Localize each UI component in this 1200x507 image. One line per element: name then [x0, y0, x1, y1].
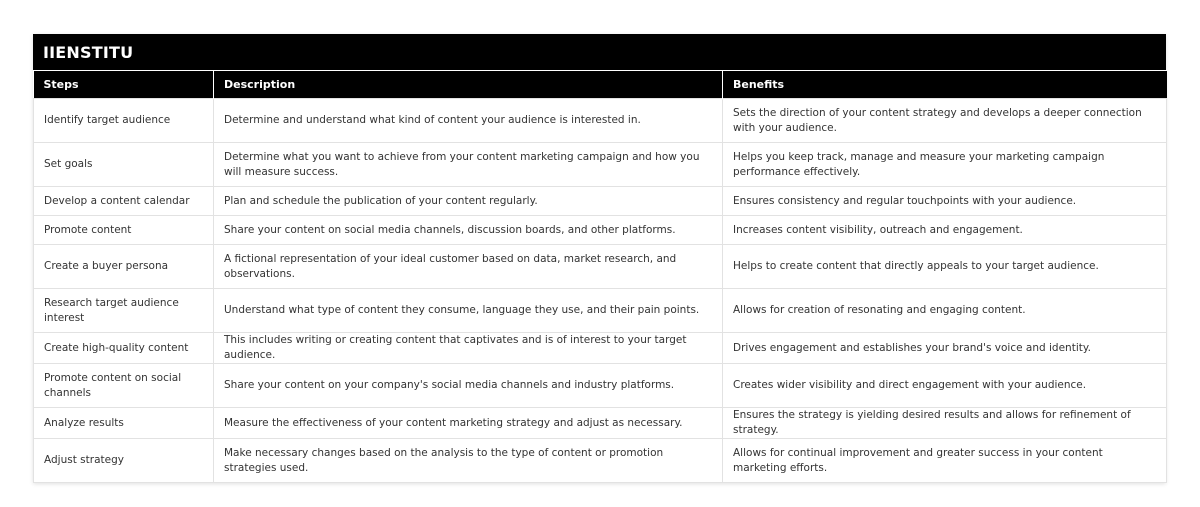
description-cell: This includes writing or creating content that captivates and is of interest to your target audience. — [214, 333, 723, 364]
description-cell: Share your content on your company's social media channels and industry platforms. — [214, 364, 723, 408]
benefit-cell: Helps you keep track, manage and measure your marketing campaign performance effectively. — [723, 143, 1167, 187]
benefit-cell: Allows for creation of resonating and engaging content. — [723, 289, 1167, 333]
step-cell: Adjust strategy — [34, 439, 214, 483]
benefit-cell: Drives engagement and establishes your brand's voice and identity. — [723, 333, 1167, 364]
brand-title: IIENSTITU — [43, 42, 134, 62]
description-cell: Share your content on social media channels, discussion boards, and other platforms. — [214, 216, 723, 245]
step-cell: Promote content — [34, 216, 214, 245]
table-row — [34, 408, 1167, 439]
description-cell: Understand what type of content they consume, language they use, and their pain points. — [214, 289, 723, 333]
benefit-cell: Helps to create content that directly appeals to your target audience. — [723, 245, 1167, 289]
table-row — [34, 364, 1167, 408]
description-cell: Plan and schedule the publication of your content regularly. — [214, 187, 723, 216]
benefit-cell: Ensures the strategy is yielding desired results and allows for refinement of strategy. — [723, 408, 1167, 439]
description-cell: Measure the effectiveness of your content marketing strategy and adjust as necessary. — [214, 408, 723, 439]
table-row — [34, 439, 1167, 483]
table-header-row — [34, 71, 1167, 99]
brand-header — [33, 34, 1166, 70]
description-cell: Determine what you want to achieve from your content marketing campaign and how you will measure success. — [214, 143, 723, 187]
benefit-cell: Increases content visibility, outreach and engagement. — [723, 216, 1167, 245]
description-cell: Make necessary changes based on the analysis to the type of content or promotion strategies used. — [214, 439, 723, 483]
step-cell: Identify target audience — [34, 99, 214, 143]
table-row — [34, 333, 1167, 364]
table-row — [34, 289, 1167, 333]
step-cell: Analyze results — [34, 408, 214, 439]
step-cell: Develop a content calendar — [34, 187, 214, 216]
benefit-cell: Allows for continual improvement and greater success in your content marketing efforts. — [723, 439, 1167, 483]
table-row — [34, 99, 1167, 143]
description-cell: A fictional representation of your ideal customer based on data, market research, and observations. — [214, 245, 723, 289]
step-cell: Create a buyer persona — [34, 245, 214, 289]
table-row — [34, 245, 1167, 289]
column-header-benefits: Benefits — [723, 71, 1167, 99]
description-cell: Determine and understand what kind of content your audience is interested in. — [214, 99, 723, 143]
benefit-cell: Creates wider visibility and direct engagement with your audience. — [723, 364, 1167, 408]
strategy-table — [33, 70, 1167, 483]
content-strategy-card — [33, 34, 1166, 483]
column-header-steps: Steps — [34, 71, 214, 99]
table-row — [34, 216, 1167, 245]
step-cell: Create high-quality content — [34, 333, 214, 364]
benefit-cell: Sets the direction of your content strategy and develops a deeper connection with your audience. — [723, 99, 1167, 143]
step-cell: Research target audience interest — [34, 289, 214, 333]
table-row — [34, 143, 1167, 187]
table-row — [34, 187, 1167, 216]
benefit-cell: Ensures consistency and regular touchpoints with your audience. — [723, 187, 1167, 216]
column-header-description: Description — [214, 71, 723, 99]
step-cell: Set goals — [34, 143, 214, 187]
step-cell: Promote content on social channels — [34, 364, 214, 408]
